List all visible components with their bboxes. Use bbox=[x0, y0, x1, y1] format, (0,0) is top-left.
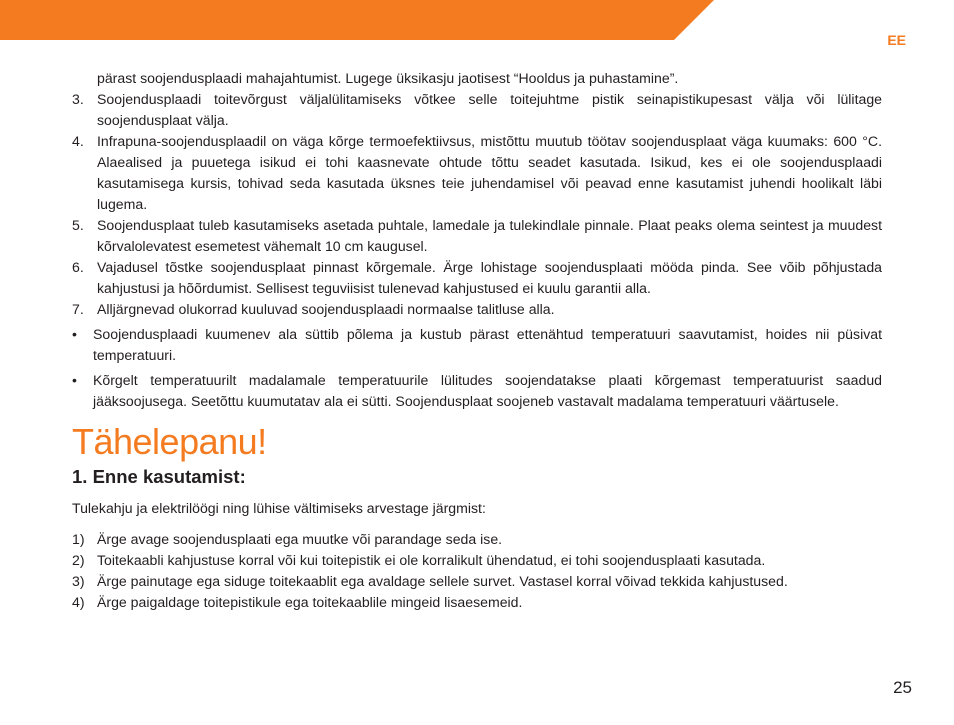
list-item bbox=[72, 299, 882, 320]
list-item bbox=[72, 592, 882, 613]
item-text: Infrapuna-soojendusplaadil on väga kõrge termoefektiivsus, mistõttu muutub töötav soojendusplaat väga kuumaks: 600 °C. Alaealised ja puuetega isikud ei tohi kaasnevate ohtude tõttu seadet kasutada. Isikud, kes ei ole soojendusplaadi kasutamisega kursis, tohivad seda kasutada üksnes teie juhendamisel või peavad enne kasutamist juhendi hoolikalt läbi lugema. bbox=[97, 133, 882, 212]
item-number: 1) bbox=[72, 531, 85, 547]
item-text: Ärge painutage ega siduge toitekaablit ega avaldage sellele survet. Vastasel korral võivad tekkida kahjustused. bbox=[97, 573, 788, 589]
normal-operation-bullets bbox=[72, 324, 882, 412]
list-item bbox=[72, 529, 882, 550]
item-text: Alljärgnevad olukorrad kuuluvad soojendusplaadi normaalse talitluse alla. bbox=[97, 301, 555, 317]
intro-text: Tulekahju ja elektrilöögi ning lühise vältimiseks arvestage järgmist: bbox=[72, 500, 486, 516]
page-number: 25 bbox=[893, 678, 912, 697]
list-item bbox=[72, 571, 882, 592]
item-number: 4) bbox=[72, 594, 85, 610]
continuation-text: pärast soojendusplaadi mahajahtumist. Lugege üksikasju jaotisest “Hooldus ja puhastamine”. bbox=[97, 70, 679, 86]
item-number: 3) bbox=[72, 573, 85, 589]
bullet-item bbox=[72, 324, 882, 366]
list-item bbox=[72, 89, 882, 131]
bullet-item bbox=[72, 370, 882, 412]
bullet-icon: • bbox=[72, 372, 77, 388]
item-text: Toitekaabli kahjustuse korral või kui toitepistik ei ole korralikult ühendatud, ei tohi soojendusplaati kasutada. bbox=[97, 552, 766, 568]
list-item bbox=[72, 215, 882, 257]
item-text: Ärge paigaldage toitepistikule ega toitekaablile mingeid lisaesemeid. bbox=[97, 594, 523, 610]
item-text: Vajadusel tõstke soojendusplaat pinnast kõrgemale. Ärge lohistage soojendusplaati mööda pinda. See võib põhjustada kahjustusi ja hõõrdumist. Sellisest teguviisist tulenevad kahjustused ei kuulu garantii alla. bbox=[97, 259, 882, 296]
item-text: Ärge avage soojendusplaati ega muutke või parandage seda ise. bbox=[97, 531, 503, 547]
item-text: Soojendusplaat tuleb kasutamiseks asetada puhtale, lamedale ja tulekindlale pinnale. Plaat peaks olema seintest ja muudest kõrvalolevatest esemetest vähemalt 10 cm kaugusel. bbox=[97, 217, 882, 254]
precaution-list bbox=[72, 529, 882, 613]
item-number: 4. bbox=[72, 133, 84, 149]
list-item bbox=[72, 131, 882, 215]
item-number: 3. bbox=[72, 91, 84, 107]
bullet-text: Kõrgelt temperatuurilt madalamale temperatuurile lülitudes soojendatakse plaati kõrgemast temperatuurist saadud jääksoojusega. Seetõttu kuumutatav ala ei sütti. Soojendusplaat soojeneb vastavalt madalama temperatuuri väärtusele. bbox=[93, 372, 882, 409]
list-item bbox=[72, 550, 882, 571]
item-number: 2) bbox=[72, 552, 85, 568]
language-code: EE bbox=[887, 32, 906, 48]
page-content bbox=[72, 68, 882, 613]
notice-heading: Tähelepanu! bbox=[72, 421, 267, 462]
item-number: 7. bbox=[72, 301, 84, 317]
bullet-icon: • bbox=[72, 326, 77, 342]
item-text: Soojendusplaadi toitevõrgust väljalülitamiseks võtkee selle toitejuhtme pistik seinapistikupesast välja või lülitage soojendusplaat välja. bbox=[97, 91, 882, 128]
safety-list bbox=[72, 89, 882, 320]
item-number: 6. bbox=[72, 259, 84, 275]
item-number: 5. bbox=[72, 217, 84, 233]
list-item bbox=[72, 257, 882, 299]
orange-header-banner bbox=[0, 0, 954, 40]
section-heading: 1. Enne kasutamist: bbox=[72, 466, 246, 487]
bullet-text: Soojendusplaadi kuumenev ala süttib põlema ja kustub pärast ettenähtud temperatuuri saavutamist, hoides nii püsivat temperatuuri. bbox=[93, 326, 882, 363]
